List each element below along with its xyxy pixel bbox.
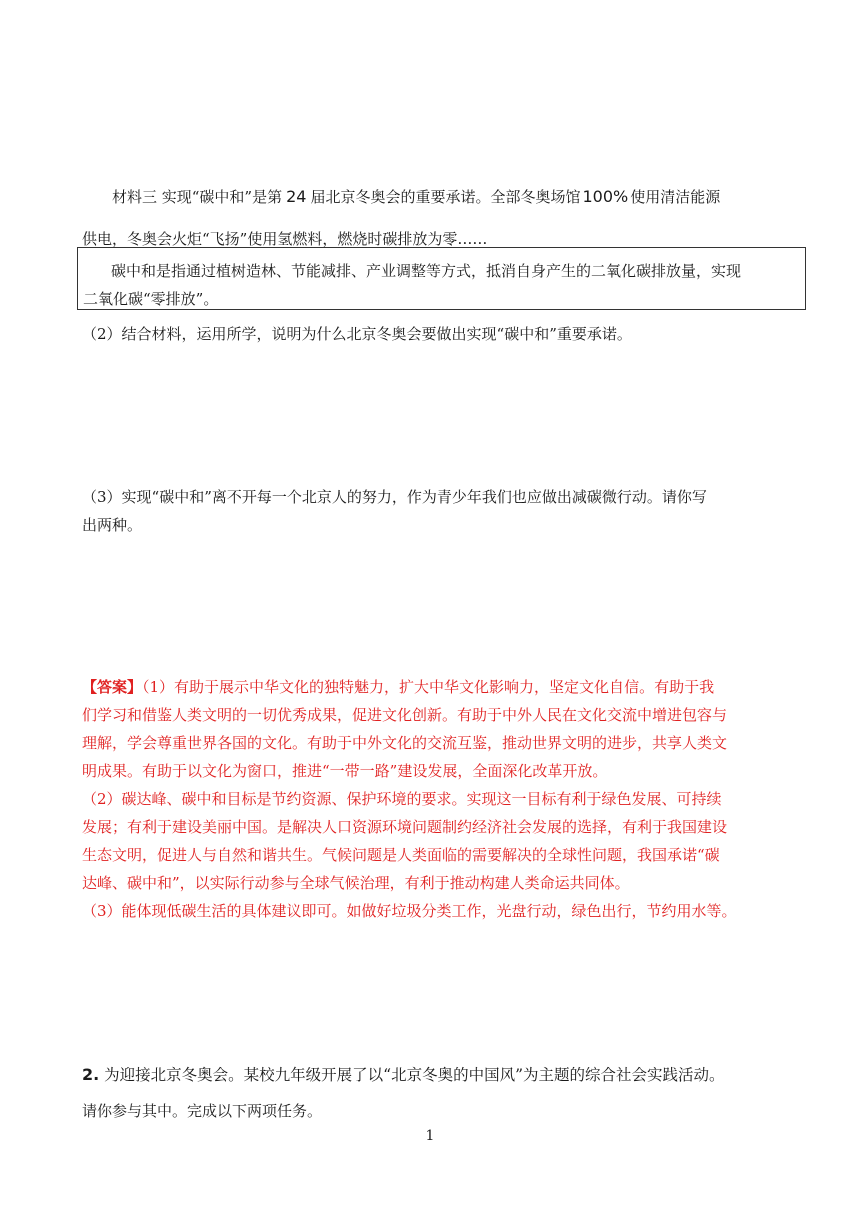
answer-line-7: 生态文明，促进人与自然和谐共生。气候问题是人类面临的需要解决的全球性问题，我国承诺“碳 — [82, 846, 720, 864]
page-number: 1 — [425, 1128, 435, 1144]
answer-line-5: （2）碳达峰、碳中和目标是节约资源、保护环境的要求。实现这一目标有利于绿色发展、可持续 — [82, 790, 722, 808]
answer-line-8: 达峰、碳中和”，以实际行动参与全球气候治理，有利于推动构建人类命运共同体。 — [82, 874, 630, 892]
answer-block — [82, 676, 782, 936]
question-next-line-2: 请你参与其中。完成以下两项任务。 — [82, 1102, 323, 1120]
question-3-line-1: （3）实现“碳中和”离不开每一个北京人的努力，作为青少年我们也应做出减碳微行动。请你写 — [82, 488, 707, 506]
material-three-text-c: 使用清洁能源 — [630, 188, 721, 206]
carbon-neutral-definition-box — [77, 247, 806, 310]
answer-line-4: 明成果。有助于以文化为窗口，推进“一带一路”建设发展，全面深化改革开放。 — [82, 762, 608, 780]
question-number: 2. — [82, 1065, 100, 1084]
answer-tag: 【答案】 — [82, 678, 143, 696]
material-three-text-b: 届北京冬奥会的重要承诺。全部冬奥场馆 — [310, 188, 581, 206]
olympics-edition-number: 24 — [286, 187, 307, 206]
definition-line-1: 碳中和是指通过植树造林、节能减排、产业调整等方式，抵消自身产生的二氧化碳排放量，实现 — [111, 262, 742, 280]
question-next-text-1: 为迎接北京冬奥会。某校九年级开展了以“北京冬奥的中国风”为主题的综合社会实践活动。 — [104, 1066, 725, 1084]
answer-text-1: （1）有助于展示中华文化的独特魅力，扩大中华文化影响力，坚定文化自信。有助于我 — [142, 678, 715, 696]
clean-energy-percent: 100% — [582, 187, 629, 206]
answer-line-3: 理解，学会尊重世界各国的文化。有助于中外文化的交流互鉴，推动世界文明的进步，共享人类文 — [82, 734, 728, 752]
answer-line-2: 们学习和借鉴人类文明的一切优秀成果，促进文化创新。有助于中外人民在文化交流中增进包容与 — [82, 706, 728, 724]
question-3-line-2: 出两种。 — [82, 516, 143, 534]
definition-line-2: 二氧化碳“零排放”。 — [83, 290, 219, 308]
material-three-paragraph — [82, 186, 782, 246]
question-next-line-1 — [82, 1063, 725, 1085]
answer-line-6: 发展；有利于建设美丽中国。是解决人口资源环境问题制约经济社会发展的选择，有利于我国建设 — [82, 818, 728, 836]
material-three-line-1 — [112, 186, 720, 207]
material-three-text-a: 材料三 实现“碳中和”是第 — [112, 188, 283, 206]
question-2: （2）结合材料，运用所学，说明为什么北京冬奥会要做出实现“碳中和”重要承诺。 — [82, 325, 632, 343]
answer-line-1 — [82, 676, 714, 697]
material-three-line-2: 供电，冬奥会火炬“飞扬”使用氢燃料，燃烧时碳排放为零…… — [82, 230, 488, 248]
answer-line-9: （3）能体现低碳生活的具体建议即可。如做好垃圾分类工作，光盘行动，绿色出行，节约用水等。 — [82, 902, 737, 920]
